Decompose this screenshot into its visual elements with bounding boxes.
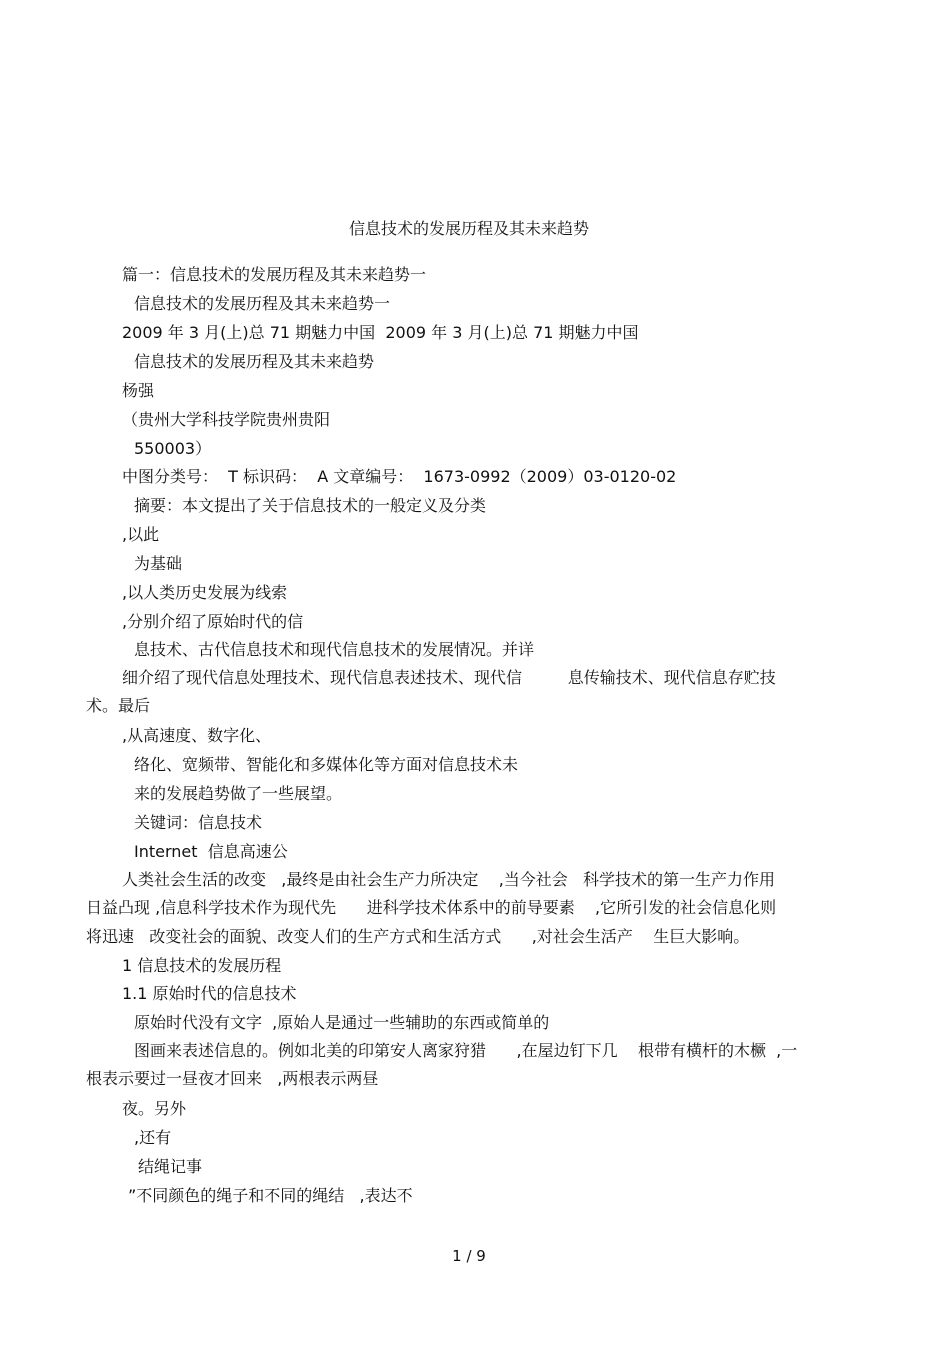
text-line: 关键词：信息技术 [134, 813, 263, 832]
text-line: 1.1 原始时代的信息技术 [122, 984, 297, 1003]
text-line: ,分别介绍了原始时代的信 [122, 612, 304, 631]
page-indicator: 1 / 9 [452, 1247, 486, 1265]
text-line: 来的发展趋势做了一些展望。 [134, 784, 343, 803]
text-line: 结绳记事 [138, 1157, 203, 1176]
text-line: 络化、宽频带、智能化和多媒体化等方面对信息技术未 [134, 755, 519, 774]
text-line: 信息技术的发展历程及其未来趋势一 [134, 294, 391, 313]
text-line: 图画来表述信息的。例如北美的印第安人离家狩猎 ,在屋边钉下几 根带有横杆的木橛 ,一 [134, 1041, 798, 1060]
text-line: ,以人类历史发展为线索 [122, 583, 288, 602]
text-line: ,从高速度、数字化、 [122, 726, 272, 745]
text-line: 摘要：本文提出了关于信息技术的一般定义及分类 [134, 496, 487, 515]
text-line: 日益凸现 ,信息科学技术作为现代先 进科学技术体系中的前导要素 ,它所引发的社会信息化则 [86, 898, 777, 917]
text-line: 2009 年 3 月(上)总 71 期魅力中国 2009 年 3 月(上)总 71 期魅力中国 [122, 323, 639, 342]
text-line: 原始时代没有文字 ,原始人是通过一些辅助的东西或简单的 [134, 1013, 550, 1032]
text-line: 杨强 [122, 381, 155, 400]
text-line: （贵州大学科技学院贵州贵阳 [122, 410, 331, 429]
text-line: 根表示要过一昼夜才回来 ,两根表示两昼 [86, 1069, 379, 1088]
text-line: 中图分类号： T 标识码： A 文章编号： 1673-0992（2009）03-0120-02 [122, 467, 677, 486]
text-line: 550003） [134, 439, 212, 458]
text-line: 人类社会生活的改变 ,最终是由社会生产力所决定 ,当今社会 科学技术的第一生产力作用 [122, 870, 776, 889]
text-line: 将迅速 改变社会的面貌、改变人们的生产方式和生活方式 ,对社会生活产 生巨大影响。 [86, 927, 750, 946]
text-line: ,以此 [122, 525, 160, 544]
text-line: 为基础 [134, 554, 183, 573]
text-line: 夜。另外 [122, 1099, 187, 1118]
text-line: ”不同颜色的绳子和不同的绳结 ,表达不 [128, 1186, 413, 1205]
text-line: 篇一：信息技术的发展历程及其未来趋势一 [122, 265, 427, 284]
text-line: 细介绍了现代信息处理技术、现代信息表述技术、现代信 息传输技术、现代信息存贮技 [122, 668, 776, 687]
text-line: 术。最后 [86, 696, 151, 715]
text-line: Internet 信息高速公 [134, 842, 288, 861]
document-title: 信息技术的发展历程及其未来趋势 [348, 219, 589, 238]
text-line: ,还有 [134, 1128, 172, 1147]
text-line: 信息技术的发展历程及其未来趋势 [134, 352, 375, 371]
text-line: 1 信息技术的发展历程 [122, 956, 282, 975]
text-line: 息技术、古代信息技术和现代信息技术的发展情况。并详 [134, 640, 535, 659]
